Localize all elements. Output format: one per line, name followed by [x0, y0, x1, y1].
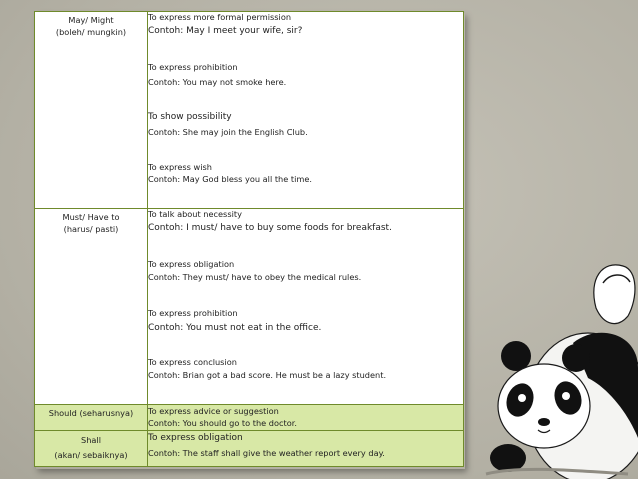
usage-example: Contoh: I must/ have to buy some foods for breakfast.: [148, 223, 392, 233]
modal-cell: [35, 12, 148, 209]
modal-name: Must/ Have to: [62, 212, 120, 222]
table-row-shall: [35, 431, 464, 467]
modal-name: Shall: [81, 435, 101, 445]
modal-name: Should (seharusnya): [48, 408, 134, 418]
usage-cell: [148, 405, 464, 431]
usage-example: Contoh: She may join the English Club.: [148, 127, 308, 137]
usage-purpose: To show possibility: [148, 112, 232, 122]
usage-purpose: To express obligation: [148, 433, 243, 443]
usage-example: Contoh: May God bless you all the time.: [148, 174, 312, 184]
modal-translation: (harus/ pasti): [63, 224, 119, 234]
table-row-must-have-to: [35, 209, 464, 405]
usage-cell: [148, 209, 464, 405]
panda-tail: [594, 265, 635, 324]
modal-translation: (akan/ sebaiknya): [54, 450, 128, 460]
panda-illustration: [478, 238, 638, 479]
usage-example: Contoh: May I meet your wife, sir?: [148, 26, 303, 36]
modal-cell: [35, 405, 148, 431]
usage-example: Contoh: You should go to the doctor.: [148, 418, 297, 428]
usage-example: Contoh: The staff shall give the weather report every day.: [148, 448, 385, 458]
panda-eye-left: [518, 394, 526, 402]
usage-purpose: To express more formal permission: [148, 12, 292, 22]
usage-example: Contoh: You may not smoke here.: [148, 77, 287, 87]
modal-translation: (boleh/ mungkin): [55, 27, 127, 37]
panda-eye-right: [562, 392, 570, 400]
usage-purpose: To express prohibition: [148, 308, 238, 318]
table-row-should: [35, 405, 464, 431]
modal-name: May/ Might: [68, 15, 114, 25]
usage-purpose: To express prohibition: [148, 62, 238, 72]
usage-cell: [148, 12, 464, 209]
usage-purpose: To express wish: [148, 162, 212, 172]
table-row-may-might: [35, 12, 464, 209]
modal-cell: [35, 431, 148, 467]
panda-ear-right: [562, 344, 590, 372]
modal-verbs-table: [34, 11, 464, 467]
usage-cell: [148, 431, 464, 467]
usage-example: Contoh: Brian got a bad score. He must be a lazy student.: [148, 370, 387, 380]
usage-purpose: To talk about necessity: [148, 209, 242, 219]
usage-example: Contoh: You must not eat in the office.: [148, 323, 322, 333]
usage-example: Contoh: They must/ have to obey the medical rules.: [148, 272, 362, 282]
panda-nose: [538, 418, 550, 426]
usage-purpose: To express obligation: [148, 259, 235, 269]
modal-cell: [35, 209, 148, 405]
usage-purpose: To express advice or suggestion: [148, 406, 279, 416]
usage-purpose: To express conclusion: [148, 357, 237, 367]
panda-paw: [490, 444, 526, 472]
